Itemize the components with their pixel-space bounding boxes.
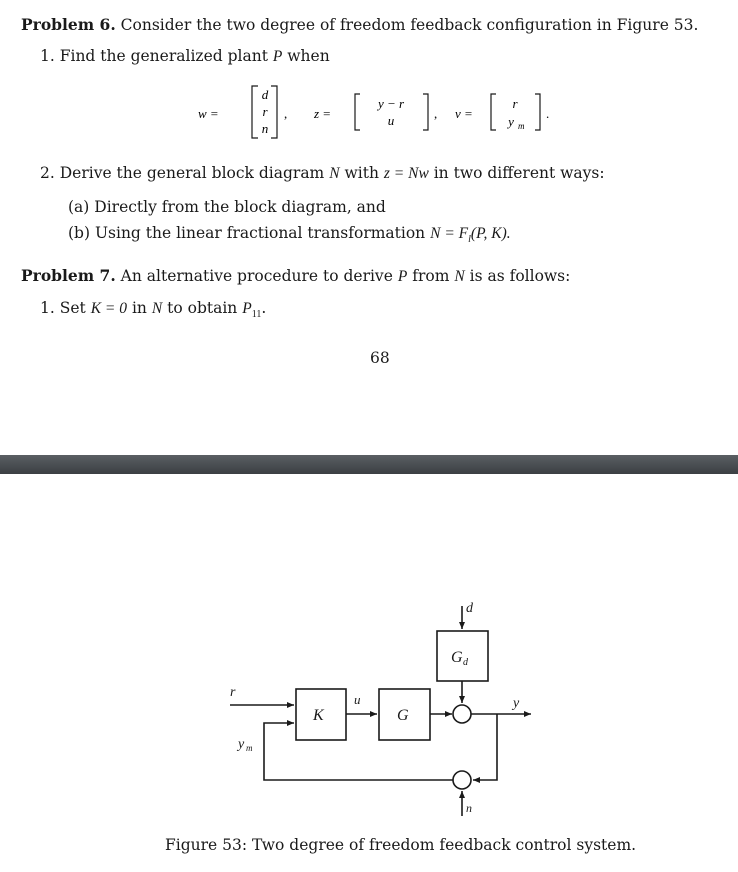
z-entry: y − r <box>377 96 405 111</box>
left-bracket <box>252 86 258 138</box>
w-entry: d <box>261 87 269 102</box>
math-subscript: 11 <box>251 309 262 321</box>
subitem-label: (a) <box>68 198 90 216</box>
problem6-item1 <box>40 47 330 66</box>
r-label: r <box>230 685 236 700</box>
page-number: 68 <box>370 349 390 367</box>
subitem-text: Directly from the block diagram, and <box>94 198 386 216</box>
item-number: 1. <box>40 299 55 317</box>
item-number: 1. <box>40 47 55 65</box>
left-bracket <box>491 94 496 130</box>
y-label: y <box>513 696 520 711</box>
v-label: v = <box>455 106 473 121</box>
separator-comma: , <box>434 106 438 121</box>
u-label: u <box>354 692 361 707</box>
problem7-text: from <box>412 267 450 285</box>
item-text: Derive the general block diagram <box>59 164 325 182</box>
v-entry-subscript: m <box>518 121 525 131</box>
problem6-intro-line <box>21 15 698 34</box>
sum-junction-noise <box>453 771 471 789</box>
problem7-text: An alternative procedure to derive <box>120 267 393 285</box>
item-text: in two different ways: <box>433 164 605 182</box>
right-bracket <box>271 86 277 138</box>
n-label: n <box>466 801 472 815</box>
gd-label-subscript: d <box>463 657 468 668</box>
math-symbol: N <box>151 300 163 317</box>
subitem-text: Using the linear fractional transformation <box>94 224 426 242</box>
v-entry: r <box>512 96 518 111</box>
problem7-text: is as follows: <box>469 267 571 285</box>
math-symbol: P <box>242 300 252 317</box>
feedback-line-right <box>473 714 497 780</box>
page-separator <box>0 455 738 474</box>
item-text: to obtain <box>167 299 238 317</box>
item-text: when <box>287 47 330 65</box>
math-equation: z = Nw <box>383 165 429 182</box>
math-subscript: l <box>468 234 471 246</box>
math-args: (P, K). <box>470 225 511 242</box>
left-bracket <box>355 94 360 130</box>
d-label: d <box>466 601 473 616</box>
problem6-item2 <box>40 164 605 183</box>
subitem-label: (b) <box>68 224 91 242</box>
ym-label-subscript: m <box>246 743 253 753</box>
g-label: G <box>397 707 409 724</box>
separator-comma: , <box>284 106 288 121</box>
item-text: in <box>131 299 147 317</box>
block-diagram <box>0 590 738 830</box>
z-entry: u <box>387 113 395 128</box>
item-text: with <box>344 164 379 182</box>
problem7-heading: Problem 7. <box>21 266 116 285</box>
problem6-heading: Problem 6. <box>21 15 116 34</box>
problem6-subitem-b <box>68 224 511 245</box>
sum-junction-output <box>453 705 471 723</box>
w-entry: r <box>262 104 268 119</box>
ym-feedback-line <box>264 723 453 780</box>
gd-label: G <box>451 649 463 666</box>
vector-definitions-equation <box>190 82 570 142</box>
w-label: w = <box>198 106 219 121</box>
item-text: Find the generalized plant <box>59 47 268 65</box>
problem6-subitem-a <box>68 198 386 216</box>
right-bracket <box>423 94 428 130</box>
z-label: z = <box>314 106 332 121</box>
v-entry: y <box>508 114 514 129</box>
item-text: Set <box>59 299 86 317</box>
ym-label: y <box>238 737 245 752</box>
problem7-intro-line <box>21 266 570 286</box>
math-symbol: P <box>397 268 408 285</box>
math-symbol: N <box>454 268 465 285</box>
w-entry: n <box>261 121 269 136</box>
math-equation: K = 0 <box>90 300 128 317</box>
problem6-intro: Consider the two degree of freedom feedback configuration in Figure 53. <box>120 16 699 34</box>
period: . <box>546 106 550 121</box>
problem7-item1 <box>40 299 266 320</box>
math-equation: N = F <box>430 225 469 242</box>
math-symbol: P <box>272 48 283 65</box>
figure-caption: Figure 53: Two degree of freedom feedback control system. <box>165 836 637 854</box>
item-number: 2. <box>40 164 55 182</box>
math-symbol: N <box>329 165 340 182</box>
period: . <box>261 299 267 317</box>
k-label: K <box>313 707 324 724</box>
right-bracket <box>535 94 540 130</box>
